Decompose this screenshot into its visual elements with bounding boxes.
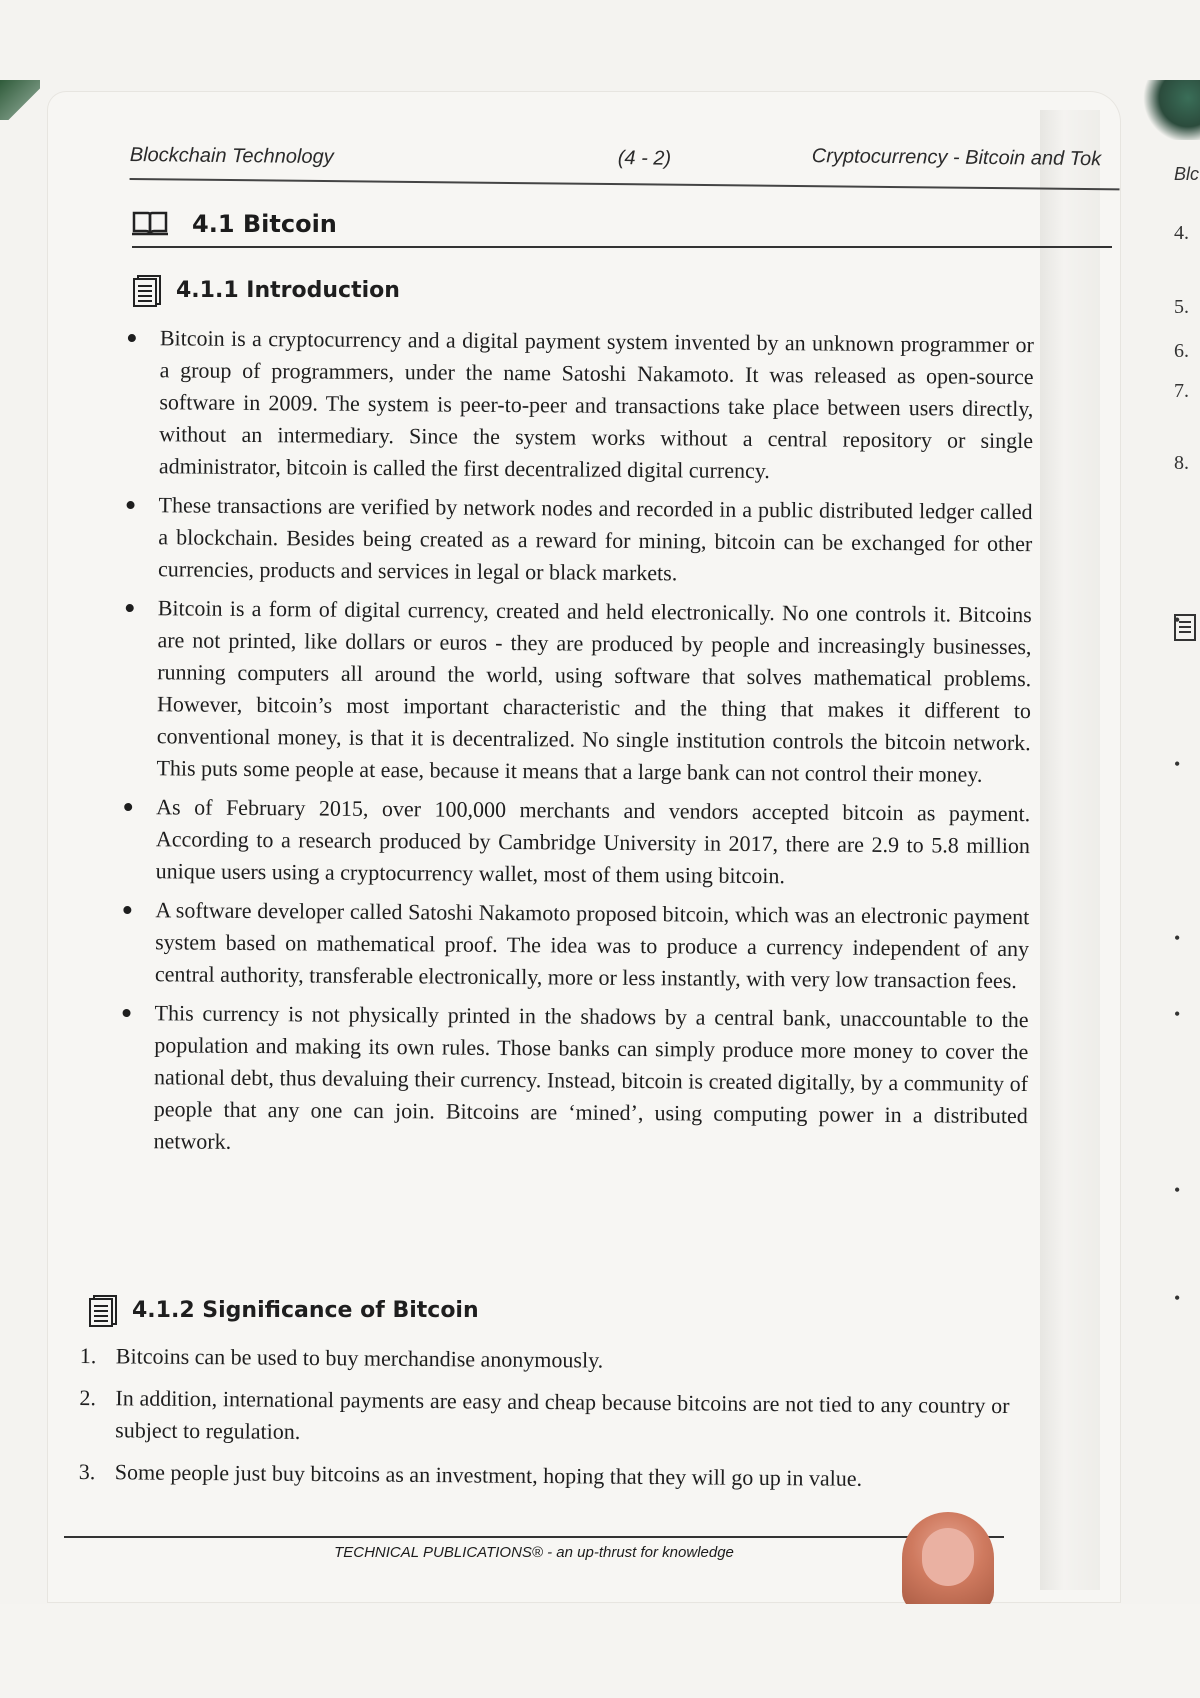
next-page-peek: [1108, 150, 1200, 1490]
photo-corner: [1140, 80, 1200, 140]
bullet-list: [119, 322, 1034, 1164]
intro-body: [119, 322, 1034, 1171]
subsection-title: 4.1.1 Introduction: [176, 278, 400, 303]
list-item: [79, 1456, 1009, 1496]
list-item: Bitcoin is a cryptocurrency and a digital payment system invented by an unknown programmer or a group of programmers, under the name Satoshi Nakamoto. It was released as open-source software in 2009. The system is peer-to-peer and transactions take place between users directly, without an intermediary. Since the system works without a central repository or single administrator, bitcoin is called the first decentralized digital currency.: [125, 322, 1034, 489]
photo-background: [0, 1604, 1200, 1698]
bullet-mark: •: [1174, 1180, 1181, 1200]
item-number: 1.: [79, 1342, 97, 1369]
publisher-tagline: TECHNICAL PUBLICATIONS® - an up-thrust for knowledge: [334, 1544, 734, 1561]
next-page-number: 5.: [1174, 296, 1189, 318]
subsection-heading: [132, 278, 532, 310]
page-fold: [1040, 110, 1100, 1590]
numbered-list: [79, 1340, 1010, 1496]
next-page-number: 7.: [1174, 380, 1189, 402]
book-icon: [132, 210, 168, 236]
significance-body: [79, 1340, 1010, 1506]
list-item: As of February 2015, over 100,000 merchants and vendors accepted bitcoin as payment. According to a research produced by Cambridge University in 2017, there are 2.9 to 5.8 million unique users using a cryptocurrency wallet, most of them using bitcoin.: [122, 791, 1031, 894]
subsection-heading: [88, 1298, 588, 1330]
page-number: (4 - 2): [617, 147, 672, 170]
page-footer: [64, 1536, 1004, 1572]
document-icon: [132, 274, 164, 308]
next-page-number: 6.: [1174, 340, 1189, 362]
item-text: In addition, international payments are easy and cheap because bitcoins are not tied to any country or subject to regulation.: [115, 1385, 1010, 1444]
item-text: Some people just buy bitcoins as an investment, hoping that they will go up in value.: [114, 1459, 863, 1491]
bullet-mark: •: [1174, 754, 1181, 774]
item-number: 2.: [79, 1384, 97, 1411]
book-title: Blockchain Technology: [129, 143, 334, 169]
section-heading: [132, 206, 1112, 248]
bullet-mark: •: [1174, 1004, 1181, 1024]
bullet-mark: •: [1174, 928, 1181, 948]
thumb-nail: [922, 1528, 974, 1586]
next-page-number: 4.: [1174, 222, 1189, 244]
bullet-mark: •: [1174, 610, 1181, 630]
subsection-title: 4.1.2 Significance of Bitcoin: [132, 1298, 479, 1323]
section-title: 4.1 Bitcoin: [192, 210, 337, 238]
next-page-number: 8.: [1174, 452, 1189, 474]
bullet-mark: •: [1174, 1288, 1181, 1308]
document-icon: [88, 1294, 120, 1328]
chapter-title: Cryptocurrency - Bitcoin and Tok: [811, 145, 1102, 171]
photo-corner: [0, 80, 40, 120]
list-item: Bitcoin is a form of digital currency, created and held electronically. No one controls it. Bitcoins are not printed, like dollars or euros - they are produced by people and increasingly businesses, running computers all around the world, using software that solves mathematical problems. However, bitcoin’s most important characteristic and the thing that makes it different to conventional money, is that it is decentralized. No single institution controls the bitcoin network. This puts some people at ease, because it means that a large bank can not control their money.: [122, 592, 1031, 791]
list-item: These transactions are verified by network nodes and recorded in a public distributed ledger called a blockchain. Besides being created as a reward for mining, bitcoin can be exchanged for other currencies, products and services in legal or black markets.: [124, 489, 1033, 592]
item-number: 3.: [78, 1458, 96, 1485]
list-item: This currency is not physically printed in the shadows by a central bank, unaccountable to the population and making its own rules. Those banks can simply produce more money to cover the national debt, thus devaluing their currency. Instead, bitcoin is created digitally, by a community of people that any one can join. Bitcoins are ‘mined’, using computing power in a distributed network.: [119, 997, 1028, 1164]
list-item: [79, 1382, 1010, 1454]
item-text: Bitcoins can be used to buy merchandise anonymously.: [115, 1343, 604, 1373]
list-item: [80, 1340, 1010, 1380]
next-page-header: Blc: [1174, 164, 1200, 184]
list-item: A software developer called Satoshi Nakamoto proposed bitcoin, which was an electronic payment system based on mathematical proof. The idea was to produce a currency independent of any central authority, transferable electronically, more or less instantly, with very low transaction fees.: [121, 894, 1030, 997]
